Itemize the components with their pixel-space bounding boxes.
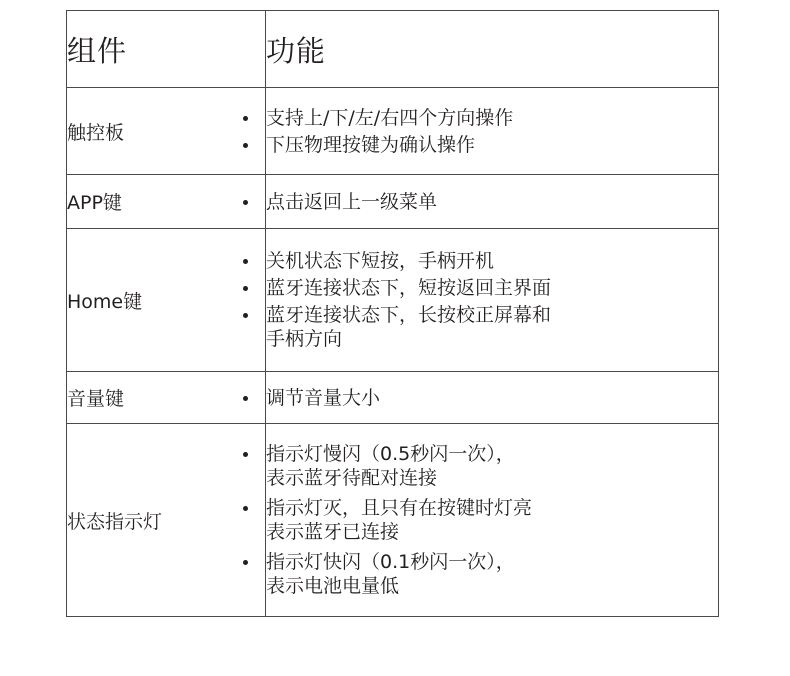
function-text: 支持上/下/左/右四个方向操作 xyxy=(266,106,514,129)
table-row xyxy=(67,372,719,424)
component-function-table xyxy=(66,10,719,617)
table-row xyxy=(67,424,719,617)
function-item xyxy=(266,303,718,351)
table-header-row xyxy=(67,11,719,88)
function-text-continued: 手柄方向 xyxy=(266,328,343,350)
function-cell xyxy=(266,424,719,617)
function-cell xyxy=(266,175,719,229)
function-text-continued: 表示电池电量低 xyxy=(266,575,400,597)
function-text: 点击返回上一级菜单 xyxy=(266,190,438,213)
function-text: 蓝牙连接状态下，短按返回主界面 xyxy=(266,277,552,299)
function-item xyxy=(266,106,718,130)
function-item xyxy=(266,550,718,598)
function-list xyxy=(266,442,718,598)
function-text-continued: 表示蓝牙待配对连接 xyxy=(266,467,438,489)
function-text: 指示灯快闪（0.1秒闪一次）， xyxy=(266,551,515,573)
function-list xyxy=(266,190,718,214)
function-text: 关机状态下短按，手柄开机 xyxy=(266,250,495,272)
header-component: 组件 xyxy=(67,11,266,88)
component-cell: APP键 xyxy=(67,175,266,229)
function-list xyxy=(266,249,718,351)
function-item xyxy=(266,190,718,214)
function-item xyxy=(266,249,718,273)
function-text-continued: 表示蓝牙已连接 xyxy=(266,521,400,543)
function-cell xyxy=(266,372,719,424)
function-text: 调节音量大小 xyxy=(266,386,381,409)
function-item xyxy=(266,496,718,544)
function-text: 下压物理按键为确认操作 xyxy=(266,133,476,156)
function-item xyxy=(266,386,718,410)
table-row xyxy=(67,229,719,372)
function-cell xyxy=(266,88,719,175)
function-list xyxy=(266,106,718,157)
function-cell xyxy=(266,229,719,372)
header-function: 功能 xyxy=(266,11,719,88)
component-cell: 触控板 xyxy=(67,88,266,175)
function-text: 蓝牙连接状态下，长按校正屏幕和 xyxy=(266,304,552,326)
table-row xyxy=(67,88,719,175)
table-row xyxy=(67,175,719,229)
component-cell: 状态指示灯 xyxy=(67,424,266,617)
function-item xyxy=(266,133,718,157)
function-text: 指示灯慢闪（0.5秒闪一次）， xyxy=(266,443,515,465)
component-cell: Home键 xyxy=(67,229,266,372)
function-text: 指示灯灭，且只有在按键时灯亮 xyxy=(266,497,533,519)
component-cell: 音量键 xyxy=(67,372,266,424)
function-item xyxy=(266,442,718,490)
function-item xyxy=(266,276,718,300)
function-list xyxy=(266,386,718,410)
